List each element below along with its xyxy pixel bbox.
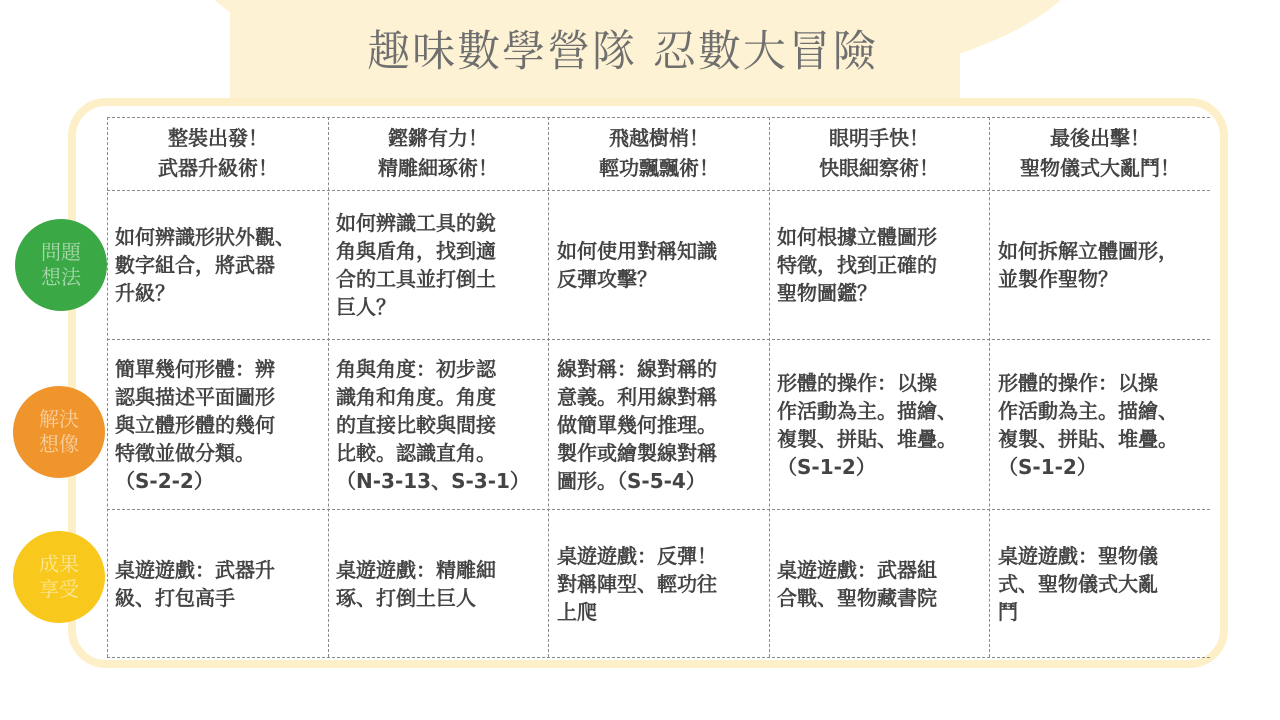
cell-text: 形體的操作：以操 作活動為主。描繪、 複製、拼貼、堆疊。 （S-1-2） [998, 370, 1178, 479]
table-cell [557, 340, 772, 509]
column-header-2: 鏗鏘有力！ 精雕細琢術！ [378, 126, 498, 180]
cell-text: 桌遊遊戲：聖物儀 式、聖物儀式大亂 鬥 [998, 543, 1158, 624]
column-header-3: 飛越樹梢！ 輕功飄飄術！ [599, 126, 719, 180]
cell-text: 桌遊遊戲：武器組 合戰、聖物藏書院 [777, 557, 937, 610]
table-cell [115, 510, 330, 657]
table-cell [998, 340, 1213, 509]
row-label-problem: 問題 想法 [15, 219, 107, 311]
table-cell [115, 340, 330, 509]
cell-text: 線對稱：線對稱的 意義。利用線對稱 做簡單幾何推理。 製作或繪製線對稱 圖形。（S-5-4） [557, 356, 717, 493]
table-cell [336, 340, 551, 509]
cell-text: 桌遊遊戲：武器升 級、打包高手 [115, 557, 275, 610]
table-cell [777, 191, 992, 339]
cell-text: 桌遊遊戲：反彈！ 對稱陣型、輕功往 上爬 [557, 543, 717, 624]
table-cell [998, 510, 1213, 657]
cell-text: 如何使用對稱知識 反彈攻擊？ [557, 239, 717, 291]
table-cell [557, 191, 772, 339]
cell-text: 角與角度：初步認 識角和角度。角度 的直接比較與間接 比較。認識直角。 （N-3-13、S-3-1） [336, 356, 530, 493]
column-header-4: 眼明手快！ 快眼細察術！ [819, 126, 939, 180]
cell-text: 如何辨識工具的銳 角與盾角，找到適 合的工具並打倒土 巨人？ [336, 211, 496, 319]
row-label-solution: 解決 想像 [13, 386, 105, 478]
table-cell [115, 191, 330, 339]
cell-text: 桌遊遊戲：精雕細 琢、打倒土巨人 [336, 557, 496, 610]
row-label-result: 成果 享受 [13, 531, 105, 623]
page-title: 趣味數學營隊 忍數大冒險 [367, 27, 878, 77]
table-cell [777, 340, 992, 509]
table-cell [557, 510, 772, 657]
cell-text: 如何根據立體圖形 特徵，找到正確的 聖物圖鑑？ [777, 225, 937, 305]
cell-text: 如何拆解立體圖形， 並製作聖物？ [998, 239, 1178, 291]
table-cell [336, 510, 551, 657]
cell-text: 簡單幾何形體：辨 認與描述平面圖形 與立體形體的幾何 特徵並做分類。 （S-2-2） [115, 356, 275, 493]
column-header-1: 整裝出發！ 武器升級術！ [158, 126, 278, 180]
cell-text: 如何辨識形狀外觀、 數字組合，將武器 升級？ [115, 225, 295, 305]
table-cell [777, 510, 992, 657]
cell-text: 形體的操作：以操 作活動為主。描繪、 複製、拼貼、堆疊。 （S-1-2） [777, 370, 957, 479]
column-header-5: 最後出擊！ 聖物儀式大亂鬥！ [1020, 126, 1180, 180]
table-cell [336, 191, 551, 339]
table-cell [998, 191, 1213, 339]
